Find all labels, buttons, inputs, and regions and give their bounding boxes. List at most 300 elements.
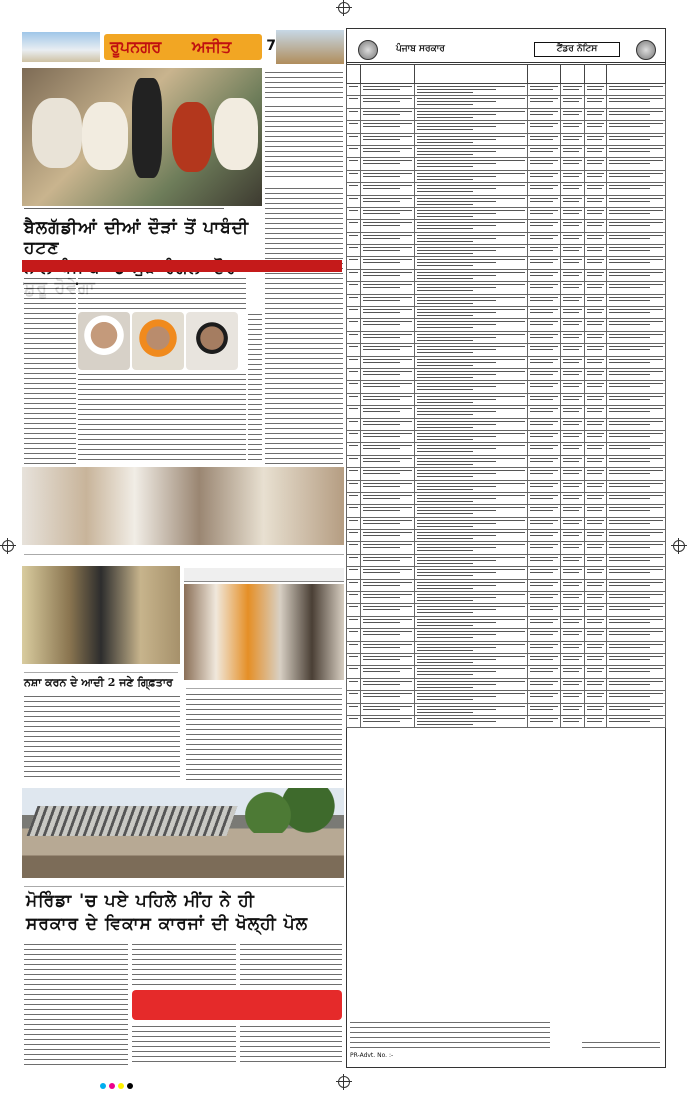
table-cell xyxy=(414,84,527,96)
table-cell xyxy=(347,480,361,492)
table-cell xyxy=(361,592,415,604)
story1-body-top xyxy=(78,276,246,310)
table-cell xyxy=(347,183,361,195)
table-cell xyxy=(528,505,561,517)
table-cell xyxy=(414,195,527,207)
table-cell xyxy=(584,195,606,207)
table-row xyxy=(347,641,666,653)
table-cell xyxy=(561,145,585,157)
table-cell xyxy=(528,653,561,665)
table-cell xyxy=(584,96,606,108)
table-cell xyxy=(584,517,606,529)
table-cell xyxy=(414,691,527,703)
sidebar-body-text xyxy=(265,104,343,180)
col-header xyxy=(414,65,527,84)
story3-body xyxy=(24,694,180,780)
table-cell xyxy=(528,492,561,504)
table-cell xyxy=(528,220,561,232)
table-cell xyxy=(584,455,606,467)
table-cell xyxy=(414,282,527,294)
table-cell xyxy=(414,653,527,665)
table-cell xyxy=(584,418,606,430)
table-cell xyxy=(528,294,561,306)
table-cell xyxy=(361,269,415,281)
table-cell xyxy=(606,678,665,690)
table-cell xyxy=(561,629,585,641)
table-cell xyxy=(561,232,585,244)
table-cell xyxy=(528,430,561,442)
table-cell xyxy=(606,517,665,529)
portrait-photo xyxy=(78,312,130,370)
masthead-photo-right xyxy=(276,30,344,64)
table-cell xyxy=(347,406,361,418)
table-cell xyxy=(606,195,665,207)
table-cell xyxy=(361,319,415,331)
table-cell xyxy=(584,468,606,480)
table-cell xyxy=(584,307,606,319)
table-cell xyxy=(606,145,665,157)
table-cell xyxy=(414,604,527,616)
table-row xyxy=(347,96,666,108)
table-cell xyxy=(347,678,361,690)
sidebar-heading-text xyxy=(265,70,343,102)
story5-headline-line2: ਸਰਕਾਰ ਦੇ ਵਿਕਾਸ ਕਾਰਜਾਂ ਦੀ ਖੋਲ੍ਹੀ ਪੋਲ xyxy=(26,914,309,934)
table-cell xyxy=(347,269,361,281)
table-cell xyxy=(584,356,606,368)
table-cell xyxy=(561,331,585,343)
table-cell xyxy=(347,505,361,517)
table-cell xyxy=(414,96,527,108)
table-cell xyxy=(361,678,415,690)
table-cell xyxy=(347,492,361,504)
table-row xyxy=(347,344,666,356)
col-header xyxy=(561,65,585,84)
table-cell xyxy=(606,579,665,591)
table-row xyxy=(347,406,666,418)
table-cell xyxy=(584,331,606,343)
table-cell xyxy=(528,344,561,356)
table-row xyxy=(347,307,666,319)
table-cell xyxy=(414,430,527,442)
story3-headline: ਨਸ਼ਾ ਕਰਨ ਦੇ ਆਦੀ 2 ਜਣੇ ਗਿ੍ਫ਼ਤਾਰ xyxy=(24,676,173,689)
table-cell xyxy=(414,530,527,542)
table-cell xyxy=(361,443,415,455)
table-row xyxy=(347,133,666,145)
table-cell xyxy=(528,592,561,604)
punjab-seal-icon xyxy=(358,40,378,60)
table-row xyxy=(347,554,666,566)
page-number: 7 xyxy=(266,38,276,54)
table-cell xyxy=(347,703,361,715)
table-row xyxy=(347,455,666,467)
table-cell xyxy=(361,455,415,467)
table-cell xyxy=(561,381,585,393)
table-row xyxy=(347,245,666,257)
table-cell xyxy=(584,579,606,591)
table-cell xyxy=(361,616,415,628)
table-cell xyxy=(606,455,665,467)
table-cell xyxy=(414,505,527,517)
table-cell xyxy=(528,381,561,393)
registration-mark-icon xyxy=(338,2,350,14)
registration-mark-icon xyxy=(2,540,14,552)
table-cell xyxy=(606,468,665,480)
table-cell xyxy=(606,121,665,133)
table-cell xyxy=(528,282,561,294)
table-cell xyxy=(361,232,415,244)
table-cell xyxy=(584,368,606,380)
table-cell xyxy=(347,418,361,430)
table-cell xyxy=(528,629,561,641)
table-cell xyxy=(606,629,665,641)
table-cell xyxy=(528,468,561,480)
table-cell xyxy=(561,96,585,108)
table-row xyxy=(347,257,666,269)
table-cell xyxy=(347,443,361,455)
table-cell xyxy=(361,307,415,319)
table-cell xyxy=(561,418,585,430)
table-cell xyxy=(528,455,561,467)
table-row xyxy=(347,480,666,492)
table-cell xyxy=(528,232,561,244)
table-row xyxy=(347,108,666,120)
table-cell xyxy=(606,282,665,294)
table-cell xyxy=(528,393,561,405)
tender-footer-code xyxy=(582,1040,660,1052)
table-cell xyxy=(361,145,415,157)
table-row xyxy=(347,567,666,579)
table-cell xyxy=(606,96,665,108)
table-cell xyxy=(606,170,665,182)
table-cell xyxy=(606,616,665,628)
table-cell xyxy=(528,616,561,628)
table-cell xyxy=(606,356,665,368)
table-cell xyxy=(606,232,665,244)
table-cell xyxy=(347,530,361,542)
table-cell xyxy=(584,666,606,678)
table-cell xyxy=(584,282,606,294)
table-cell xyxy=(606,443,665,455)
table-cell xyxy=(347,517,361,529)
tender-footer-ref: PR-Advt. No. :- xyxy=(350,1052,394,1059)
ceremony-caption xyxy=(186,682,342,689)
table-cell xyxy=(561,517,585,529)
table-cell xyxy=(561,616,585,628)
table-row xyxy=(347,393,666,405)
table-cell xyxy=(347,294,361,306)
table-cell xyxy=(528,245,561,257)
table-cell xyxy=(347,220,361,232)
table-cell xyxy=(584,245,606,257)
table-row xyxy=(347,678,666,690)
table-row xyxy=(347,691,666,703)
table-row xyxy=(347,158,666,170)
masthead xyxy=(22,32,274,64)
sidebar-body-text-2 xyxy=(265,186,343,478)
table-cell xyxy=(528,715,561,727)
masthead-brand xyxy=(104,34,262,60)
table-cell xyxy=(347,344,361,356)
table-row xyxy=(347,145,666,157)
table-cell xyxy=(414,133,527,145)
table-cell xyxy=(414,170,527,182)
table-cell xyxy=(528,331,561,343)
table-cell xyxy=(561,319,585,331)
table-cell xyxy=(347,282,361,294)
table-cell xyxy=(584,653,606,665)
table-cell xyxy=(561,703,585,715)
table-cell xyxy=(584,430,606,442)
story4-body xyxy=(186,692,342,782)
table-cell xyxy=(528,579,561,591)
table-cell xyxy=(561,406,585,418)
table-cell xyxy=(528,158,561,170)
table-cell xyxy=(347,84,361,96)
table-cell xyxy=(361,170,415,182)
table-cell xyxy=(584,344,606,356)
col-header xyxy=(528,65,561,84)
table-cell xyxy=(361,257,415,269)
table-cell xyxy=(414,468,527,480)
table-cell xyxy=(584,480,606,492)
table-cell xyxy=(414,678,527,690)
table-cell xyxy=(528,517,561,529)
table-cell xyxy=(584,715,606,727)
table-cell xyxy=(606,319,665,331)
table-cell xyxy=(361,517,415,529)
table-cell xyxy=(414,517,527,529)
table-cell xyxy=(347,629,361,641)
table-row xyxy=(347,443,666,455)
story1-body-col1 xyxy=(24,276,76,466)
table-cell xyxy=(606,530,665,542)
table-cell xyxy=(361,207,415,219)
group-photo xyxy=(22,467,344,545)
table-cell xyxy=(528,133,561,145)
table-cell xyxy=(528,480,561,492)
table-cell xyxy=(347,356,361,368)
table-cell xyxy=(528,678,561,690)
table-cell xyxy=(584,567,606,579)
table-cell xyxy=(414,344,527,356)
table-cell xyxy=(606,666,665,678)
table-cell xyxy=(361,703,415,715)
table-cell xyxy=(584,133,606,145)
table-cell xyxy=(606,492,665,504)
table-cell xyxy=(561,604,585,616)
table-cell xyxy=(414,567,527,579)
table-cell xyxy=(361,653,415,665)
tender-footer xyxy=(346,1018,666,1066)
table-cell xyxy=(606,715,665,727)
table-cell xyxy=(584,492,606,504)
table-cell xyxy=(347,542,361,554)
table-cell xyxy=(361,480,415,492)
table-cell xyxy=(347,207,361,219)
table-cell xyxy=(606,542,665,554)
table-cell xyxy=(528,183,561,195)
bulls-caption xyxy=(24,208,224,215)
table-cell xyxy=(528,604,561,616)
table-cell xyxy=(414,269,527,281)
table-row xyxy=(347,183,666,195)
table-row xyxy=(347,294,666,306)
table-row xyxy=(347,505,666,517)
table-cell xyxy=(606,257,665,269)
table-cell xyxy=(347,604,361,616)
market-caption xyxy=(24,880,344,887)
table-cell xyxy=(361,133,415,145)
table-cell xyxy=(584,170,606,182)
table-cell xyxy=(606,567,665,579)
table-row xyxy=(347,356,666,368)
table-cell xyxy=(414,666,527,678)
table-cell xyxy=(584,269,606,281)
table-cell xyxy=(584,108,606,120)
table-cell xyxy=(528,84,561,96)
table-cell xyxy=(561,554,585,566)
table-cell xyxy=(528,443,561,455)
table-row xyxy=(347,492,666,504)
table-cell xyxy=(606,207,665,219)
story5-headline xyxy=(26,890,342,936)
table-cell xyxy=(584,381,606,393)
table-cell xyxy=(361,567,415,579)
emblem-icon xyxy=(636,40,656,60)
table-cell xyxy=(528,554,561,566)
ceremony-photo xyxy=(184,584,344,680)
table-row xyxy=(347,319,666,331)
story5-body-col1 xyxy=(24,942,128,1066)
table-cell xyxy=(528,418,561,430)
table-row xyxy=(347,84,666,96)
table-cell xyxy=(561,108,585,120)
table-cell xyxy=(347,616,361,628)
table-cell xyxy=(361,393,415,405)
table-row xyxy=(347,604,666,616)
table-cell xyxy=(361,691,415,703)
table-row xyxy=(347,517,666,529)
brand-left: ਰੂਪਨਗਰ xyxy=(110,37,162,56)
table-cell xyxy=(606,480,665,492)
table-cell xyxy=(361,406,415,418)
table-cell xyxy=(414,307,527,319)
table-cell xyxy=(361,505,415,517)
table-cell xyxy=(414,393,527,405)
table-cell xyxy=(361,195,415,207)
table-cell xyxy=(414,703,527,715)
table-row xyxy=(347,653,666,665)
table-cell xyxy=(561,678,585,690)
table-cell xyxy=(561,715,585,727)
table-cell xyxy=(561,443,585,455)
table-cell xyxy=(561,393,585,405)
table-cell xyxy=(584,257,606,269)
table-cell xyxy=(528,96,561,108)
table-cell xyxy=(361,492,415,504)
table-row xyxy=(347,331,666,343)
police-caption xyxy=(24,666,178,673)
table-cell xyxy=(361,108,415,120)
table-cell xyxy=(584,183,606,195)
table-row xyxy=(347,220,666,232)
table-cell xyxy=(347,653,361,665)
table-cell xyxy=(414,121,527,133)
story5-body-col2-bottom xyxy=(132,1024,236,1066)
table-cell xyxy=(414,455,527,467)
table-cell xyxy=(584,406,606,418)
table-cell xyxy=(361,220,415,232)
table-cell xyxy=(528,121,561,133)
table-cell xyxy=(606,245,665,257)
table-cell xyxy=(347,691,361,703)
table-cell xyxy=(414,108,527,120)
table-cell xyxy=(561,245,585,257)
col-header xyxy=(584,65,606,84)
table-cell xyxy=(561,691,585,703)
table-cell xyxy=(561,195,585,207)
table-cell xyxy=(528,195,561,207)
table-cell xyxy=(561,530,585,542)
table-cell xyxy=(528,269,561,281)
table-cell xyxy=(414,368,527,380)
table-cell xyxy=(528,641,561,653)
table-cell xyxy=(584,616,606,628)
table-cell xyxy=(561,666,585,678)
table-cell xyxy=(606,703,665,715)
table-cell xyxy=(361,468,415,480)
table-cell xyxy=(414,492,527,504)
table-cell xyxy=(361,579,415,591)
table-row xyxy=(347,207,666,219)
tender-header xyxy=(346,28,666,63)
table-row xyxy=(347,715,666,727)
table-cell xyxy=(584,691,606,703)
table-cell xyxy=(347,592,361,604)
table-cell xyxy=(584,220,606,232)
table-cell xyxy=(361,629,415,641)
table-cell xyxy=(561,269,585,281)
brand-right: ਅਜੀਤ xyxy=(192,37,232,56)
table-row xyxy=(347,121,666,133)
table-cell xyxy=(347,455,361,467)
table-cell xyxy=(361,368,415,380)
table-row xyxy=(347,530,666,542)
col-header xyxy=(606,65,665,84)
table-cell xyxy=(414,629,527,641)
table-cell xyxy=(347,430,361,442)
table-cell xyxy=(414,207,527,219)
table-row xyxy=(347,703,666,715)
table-cell xyxy=(347,567,361,579)
table-cell xyxy=(361,604,415,616)
table-cell xyxy=(361,331,415,343)
table-cell xyxy=(528,207,561,219)
table-cell xyxy=(414,319,527,331)
table-cell xyxy=(606,108,665,120)
table-cell xyxy=(561,307,585,319)
story5-body-col3-top xyxy=(240,942,342,986)
color-calibration-strip xyxy=(100,1074,600,1082)
table-cell xyxy=(528,703,561,715)
table-cell xyxy=(561,542,585,554)
table-cell xyxy=(347,715,361,727)
tender-footer-text xyxy=(350,1020,550,1048)
table-cell xyxy=(361,381,415,393)
table-cell xyxy=(347,468,361,480)
table-cell xyxy=(606,220,665,232)
table-cell xyxy=(561,294,585,306)
